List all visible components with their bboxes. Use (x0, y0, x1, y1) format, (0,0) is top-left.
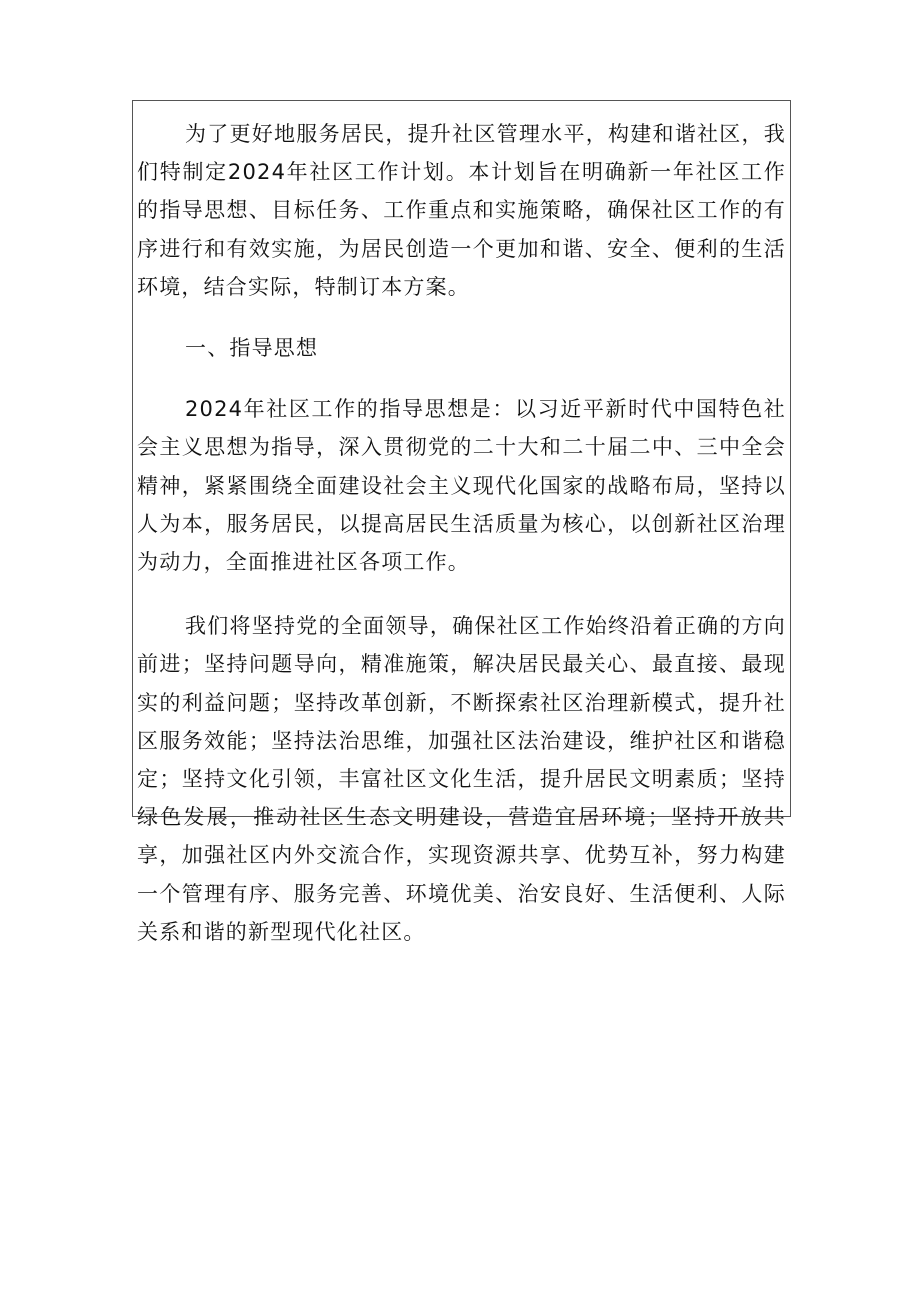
commitment-paragraph: 我们将坚持党的全面领导，确保社区工作始终沿着正确的方向前进；坚持问题导向，精准施策，解决居民最关心、最直接、最现实的利益问题；坚持改革创新，不断探索社区治理新模式，提升社区服务效能；坚持法治思维，加强社区法治建设，维护社区和谐稳定；坚持文化引领，丰富社区文化生活，提升居民文明素质；坚持绿色发展，推动社区生态文明建设，营造宜居环境；坚持开放共享，加强社区内外交流合作，实现资源共享、优势互补，努力构建一个管理有序、服务完善、环境优美、治安良好、生活便利、人际关系和谐的新型现代化社区。 (137, 614, 786, 944)
guiding-paragraph: 2024年社区工作的指导思想是：以习近平新时代中国特色社会主义思想为指导，深入贯彻党的二十大和二十届二中、三中全会精神，紧紧围绕全面建设社会主义现代化国家的战略布局，坚持以人为本，服务居民，以提高居民生活质量为核心，以创新社区治理为动力，全面推进社区各项工作。 (137, 397, 786, 575)
intro-paragraph: 为了更好地服务居民，提升社区管理水平，构建和谐社区，我们特制定2024年社区工作计划。本计划旨在明确新一年社区工作的指导思想、目标任务、工作重点和实施策略，确保社区工作的有序进行和有效实施，为居民创造一个更加和谐、安全、便利的生活环境，结合实际，特制订本方案。 (137, 122, 786, 299)
section-heading: 一、指导思想 (185, 336, 319, 361)
document-frame (132, 100, 791, 944)
